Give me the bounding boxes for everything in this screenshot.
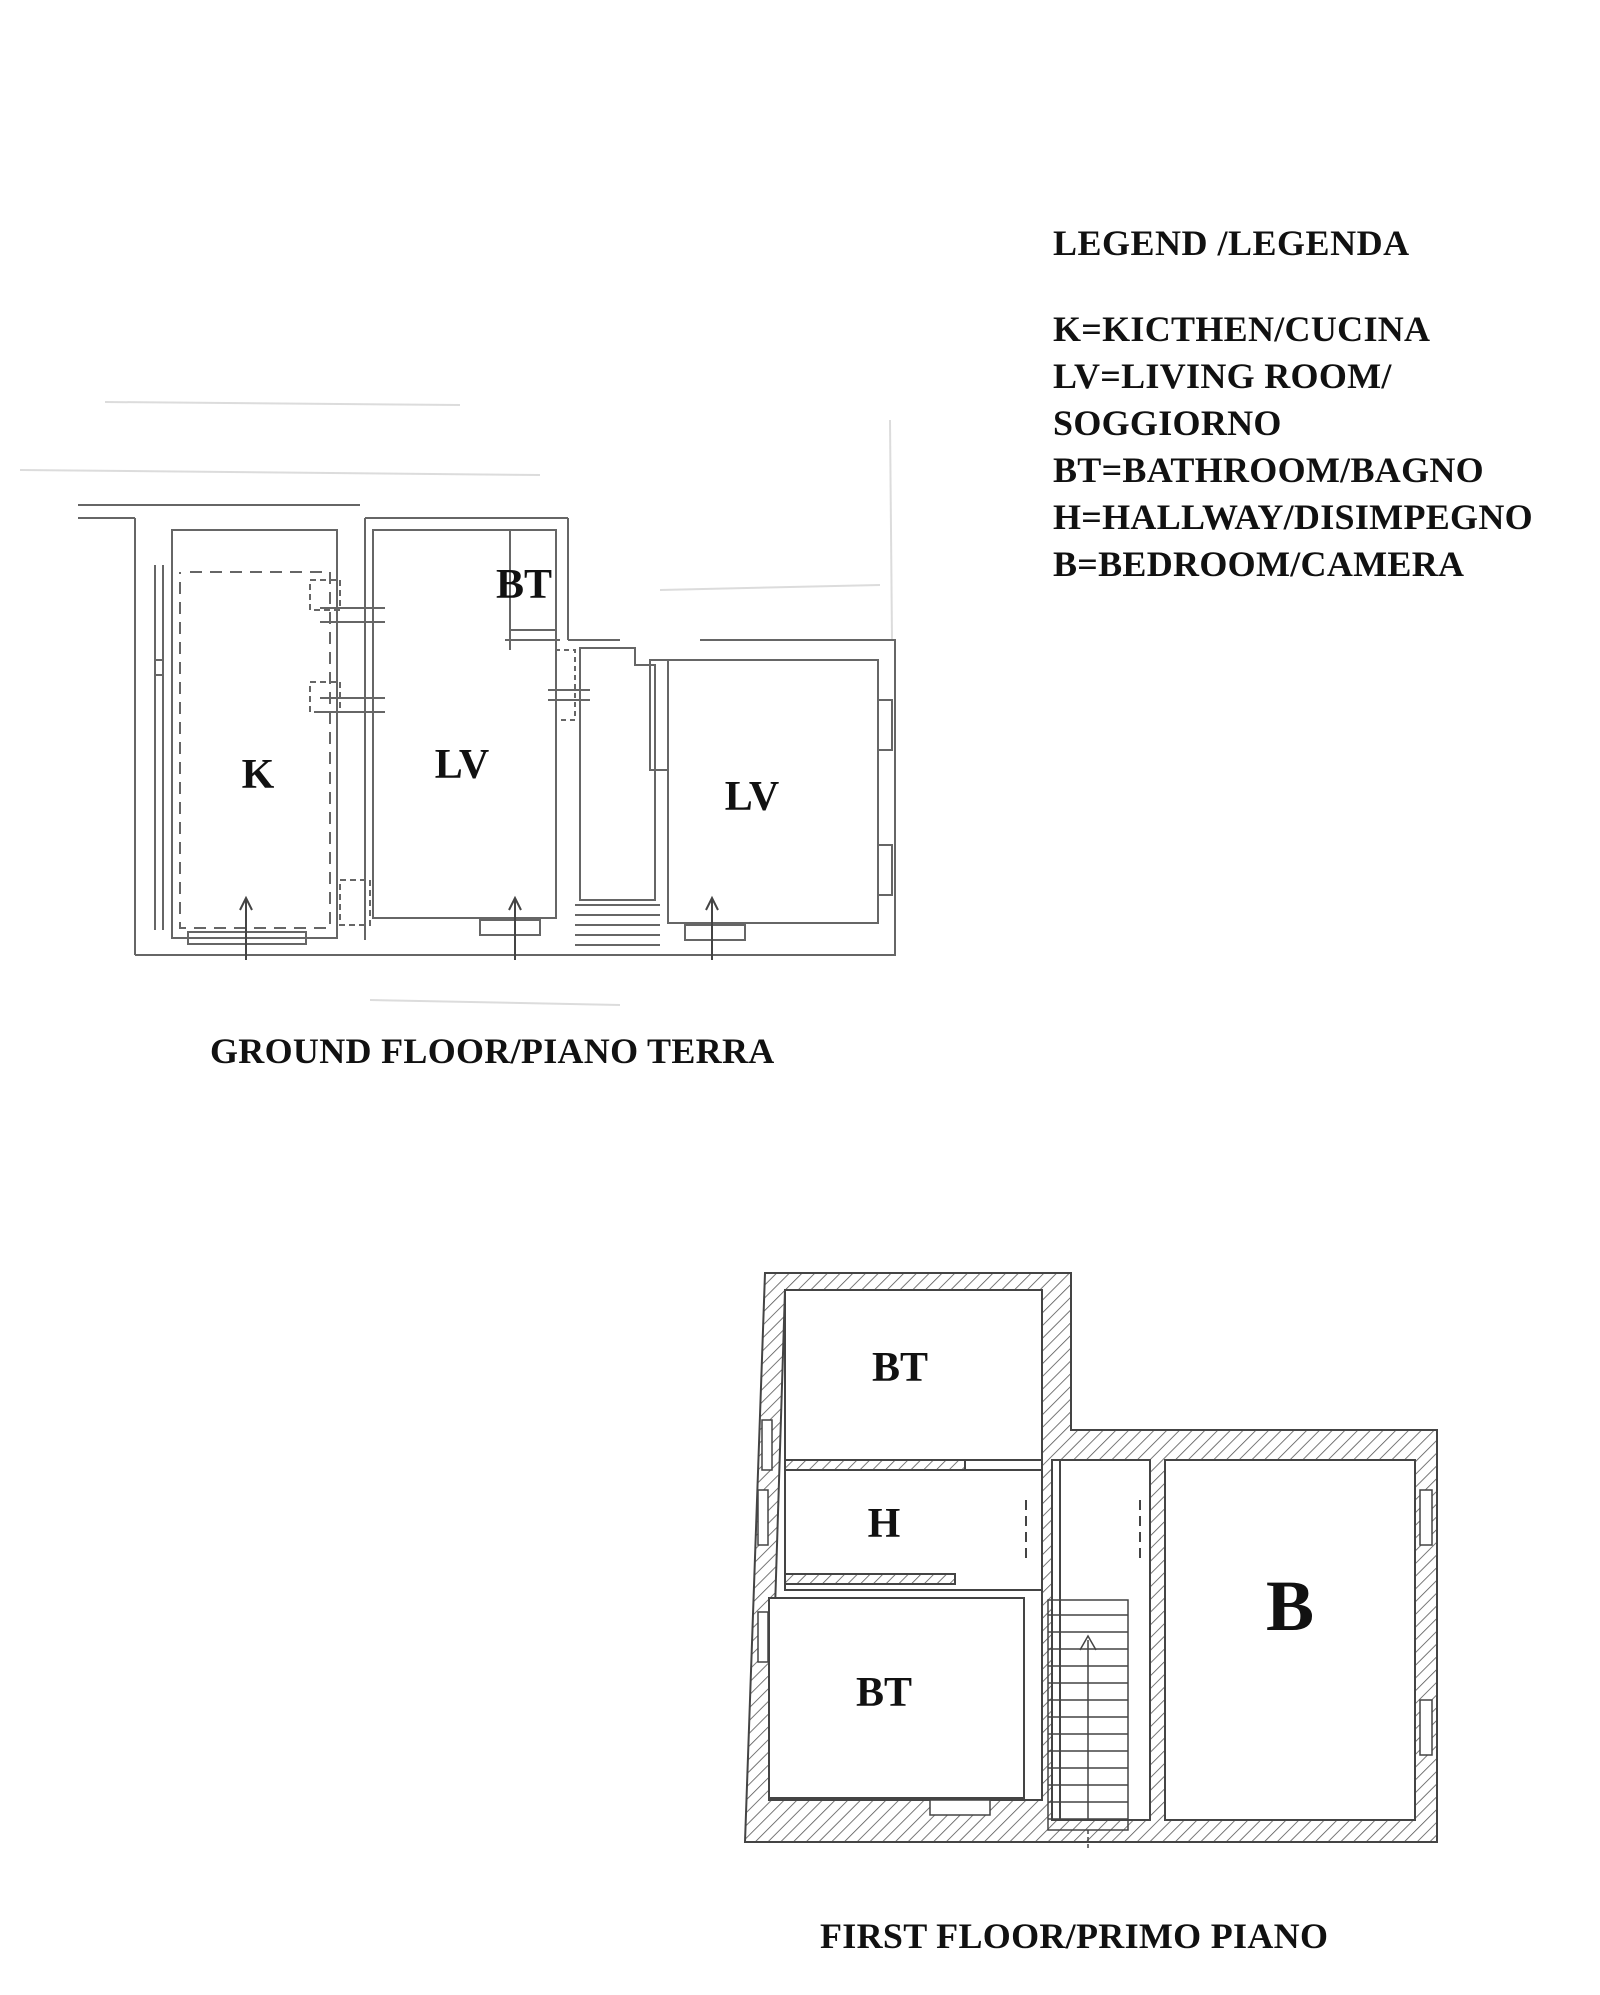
room-label-bathroom: BT — [495, 562, 553, 608]
legend-item: K=KICTHEN/CUCINA — [1053, 309, 1431, 349]
first-floor-caption: FIRST FLOOR/PRIMO PIANO — [820, 1916, 1329, 1956]
room-label-living-room: LV — [434, 742, 490, 788]
room-label-kitchen: K — [241, 752, 275, 798]
ground-floor-plan — [20, 402, 895, 1005]
room-label-bathroom: BT — [855, 1670, 913, 1716]
legend-item: LV=LIVING ROOM/ — [1053, 356, 1392, 396]
legend-item: B=BEDROOM/CAMERA — [1053, 544, 1465, 584]
room-label-bathroom: BT — [871, 1345, 929, 1391]
legend-item: H=HALLWAY/DISIMPEGNO — [1053, 497, 1533, 537]
legend-item: SOGGIORNO — [1053, 403, 1282, 443]
room-label-bedroom: B — [1265, 1566, 1315, 1646]
ground-floor-caption: GROUND FLOOR/PIANO TERRA — [210, 1031, 775, 1071]
legend-title: LEGEND /LEGENDA — [1053, 223, 1410, 263]
legend-item: BT=BATHROOM/BAGNO — [1053, 450, 1484, 490]
first-floor-plan — [745, 1273, 1437, 1850]
room-label-hallway: H — [867, 1501, 901, 1547]
room-label-living-room: LV — [724, 774, 780, 820]
